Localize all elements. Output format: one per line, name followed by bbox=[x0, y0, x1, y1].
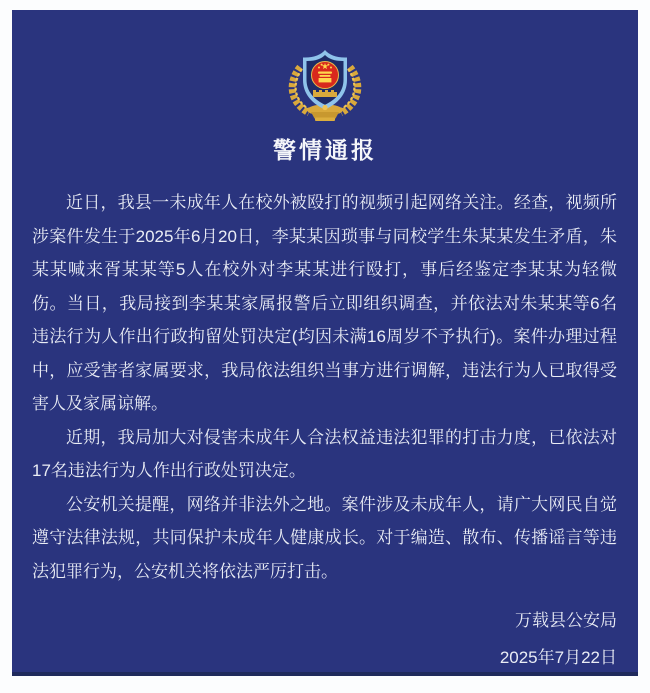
notice-paragraph-3: 公安机关提醒，网络并非法外之地。案件涉及未成年人，请广大网民自觉遵守法律法规，共同保护未成年人健康成长。对于编造、散布、传播谣言等违法犯罪行为，公安机关将依法严厉打击。 bbox=[32, 494, 617, 581]
signature-block bbox=[500, 602, 617, 676]
notice-paragraph-1: 近日，我县一未成年人在校外被殴打的视频引起网络关注。经查，视频所涉案件发生于2025年6月20日，李某某因琐事与同校学生朱某某发生矛盾，朱某某喊来胥某某等5人在校外对李某某进行殴打，事后经鉴定李某某为轻微伤。当日，我局接到李某某家属报警后立即组织调查，并依法对朱某某等6名违法行为人作出行政拘留处罚决定(均因未满16周岁不予执行)。案件办理过程中，应受害者家属要求，我局依法组织当事方进行调解，违法行为人已取得受害人及家属谅解。 bbox=[32, 193, 617, 413]
notice-title: 警情通报 bbox=[273, 137, 377, 163]
notice-paragraph-2: 近期，我局加大对侵害未成年人合法权益违法犯罪的打击力度，已依法对17名违法行为人作出行政处罚决定。 bbox=[32, 427, 617, 480]
issue-date: 2025年7月22日 bbox=[499, 648, 617, 667]
notice-body bbox=[32, 186, 617, 588]
notice-panel bbox=[12, 10, 638, 676]
issuing-authority: 万载县公安局 bbox=[515, 611, 617, 630]
police-badge-icon bbox=[285, 46, 365, 122]
